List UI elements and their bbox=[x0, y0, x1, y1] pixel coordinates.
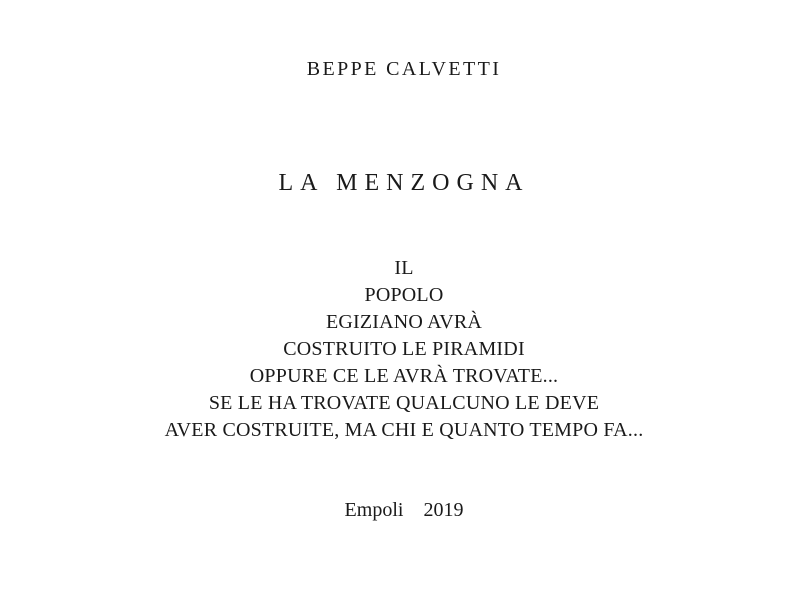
imprint bbox=[0, 499, 798, 522]
imprint-year: 2019 bbox=[423, 499, 464, 521]
book-title: LA MENZOGNA bbox=[278, 170, 530, 196]
verse-line: AVER COSTRUITE, MA CHI E QUANTO TEMPO FA... bbox=[164, 419, 644, 441]
author-name: BEPPE CALVETTI bbox=[306, 58, 502, 80]
imprint-place: Empoli bbox=[344, 499, 404, 521]
verse-line: EGIZIANO AVRÀ bbox=[325, 311, 483, 333]
verse-line: SE LE HA TROVATE QUALCUNO LE DEVE bbox=[208, 392, 600, 414]
verse-line: POPOLO bbox=[364, 284, 444, 306]
verse-line: COSTRUITO LE PIRAMIDI bbox=[283, 338, 525, 360]
epigraph-verse bbox=[0, 255, 798, 444]
verse-line: IL bbox=[394, 257, 414, 279]
verse-line: OPPURE CE LE AVRÀ TROVATE... bbox=[249, 365, 559, 387]
